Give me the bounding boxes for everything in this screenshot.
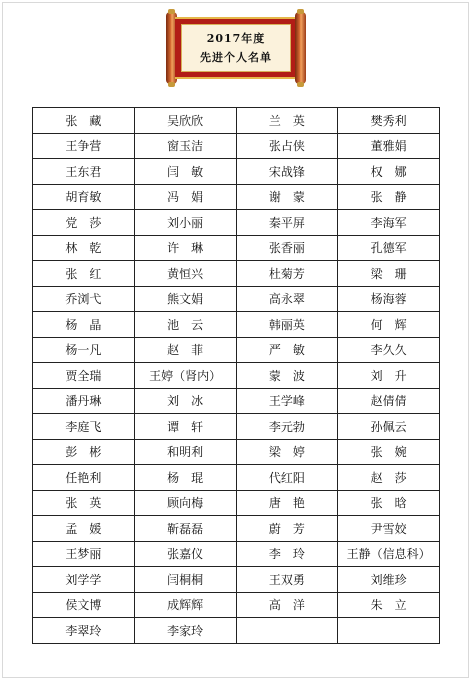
name-cell: 梁 婷	[236, 439, 338, 465]
name-cell: 冯 娟	[134, 184, 236, 210]
name-cell: 张 婉	[338, 439, 440, 465]
name-cell: 韩丽英	[236, 312, 338, 338]
name-cell: 李元勃	[236, 414, 338, 440]
name-cell: 高永翠	[236, 286, 338, 312]
table-row	[33, 286, 440, 312]
table-row	[33, 312, 440, 338]
name-cell: 侯文博	[33, 592, 135, 618]
name-cell: 孔德军	[338, 235, 440, 261]
name-cell: 秦平屏	[236, 210, 338, 236]
name-cell: 王梦丽	[33, 541, 135, 567]
name-cell: 兰 英	[236, 108, 338, 134]
name-cell: 王静（信息科）	[338, 541, 440, 567]
name-cell: 李 玲	[236, 541, 338, 567]
name-cell: 刘维珍	[338, 567, 440, 593]
name-cell: 杨 晶	[33, 312, 135, 338]
name-cell: 蒙 波	[236, 363, 338, 389]
name-cell: 杨海蓉	[338, 286, 440, 312]
name-cell: 贾全瑞	[33, 363, 135, 389]
name-cell: 张嘉仪	[134, 541, 236, 567]
name-cell: 孟 媛	[33, 516, 135, 542]
name-cell: 窗玉洁	[134, 133, 236, 159]
name-cell: 张 静	[338, 184, 440, 210]
table-row	[33, 184, 440, 210]
table-row	[33, 465, 440, 491]
table-row	[33, 235, 440, 261]
name-cell: 刘 升	[338, 363, 440, 389]
name-cell: 梁 珊	[338, 261, 440, 287]
table-row	[33, 592, 440, 618]
name-cell: 刘学学	[33, 567, 135, 593]
name-cell: 谢 蒙	[236, 184, 338, 210]
name-cell: 靳磊磊	[134, 516, 236, 542]
name-cell: 何 辉	[338, 312, 440, 338]
name-cell: 王东君	[33, 159, 135, 185]
name-cell: 吴欣欣	[134, 108, 236, 134]
name-cell: 乔浏弋	[33, 286, 135, 312]
name-cell: 杨 琨	[134, 465, 236, 491]
name-cell: 王双勇	[236, 567, 338, 593]
table-row	[33, 567, 440, 593]
name-cell: 许 琳	[134, 235, 236, 261]
name-cell: 尹雪姣	[338, 516, 440, 542]
name-cell: 和明利	[134, 439, 236, 465]
table-row	[33, 516, 440, 542]
name-cell: 彭 彬	[33, 439, 135, 465]
name-cell: 唐 艳	[236, 490, 338, 516]
title-scroll-banner	[166, 12, 306, 84]
name-cell: 宋战锋	[236, 159, 338, 185]
table-row	[33, 414, 440, 440]
name-cell: 李庭飞	[33, 414, 135, 440]
table-row	[33, 108, 440, 134]
name-cell: 顾向梅	[134, 490, 236, 516]
name-cell: 潘丹琳	[33, 388, 135, 414]
table-row	[33, 210, 440, 236]
banner-subtitle: 先进个人名单	[200, 51, 272, 64]
name-cell: 张 晗	[338, 490, 440, 516]
table-row	[33, 159, 440, 185]
table-row	[33, 490, 440, 516]
name-cell: 赵 菲	[134, 337, 236, 363]
name-cell: 赵 莎	[338, 465, 440, 491]
table-row	[33, 337, 440, 363]
name-cell: 杜菊芳	[236, 261, 338, 287]
name-cell	[236, 618, 338, 644]
table-row	[33, 261, 440, 287]
name-cell: 高 洋	[236, 592, 338, 618]
name-cell: 董雅娟	[338, 133, 440, 159]
name-list-table	[32, 107, 440, 644]
name-cell: 张香丽	[236, 235, 338, 261]
name-cell: 代红阳	[236, 465, 338, 491]
name-cell: 赵倩倩	[338, 388, 440, 414]
name-cell: 李海军	[338, 210, 440, 236]
name-cell: 张 红	[33, 261, 135, 287]
name-cell: 王婷（肾内）	[134, 363, 236, 389]
name-cell: 黄恒兴	[134, 261, 236, 287]
name-cell: 刘 冰	[134, 388, 236, 414]
table-row	[33, 363, 440, 389]
table-row	[33, 541, 440, 567]
name-cell: 成辉辉	[134, 592, 236, 618]
name-cell: 张占侠	[236, 133, 338, 159]
name-cell: 刘小丽	[134, 210, 236, 236]
table-row	[33, 439, 440, 465]
table-row	[33, 388, 440, 414]
banner-title: 2017年度	[206, 32, 266, 45]
name-cell: 樊秀利	[338, 108, 440, 134]
name-cell: 朱 立	[338, 592, 440, 618]
table-row	[33, 133, 440, 159]
name-cell: 闫桐桐	[134, 567, 236, 593]
name-cell: 蔚 芳	[236, 516, 338, 542]
name-cell: 任艳利	[33, 465, 135, 491]
name-cell	[338, 618, 440, 644]
table-row	[33, 618, 440, 644]
name-cell: 孙佩云	[338, 414, 440, 440]
name-cell: 林 乾	[33, 235, 135, 261]
name-cell: 池 云	[134, 312, 236, 338]
name-cell: 张 英	[33, 490, 135, 516]
name-cell: 李翠玲	[33, 618, 135, 644]
scroll-body	[175, 17, 297, 79]
name-cell: 谭 轩	[134, 414, 236, 440]
name-cell: 李家玲	[134, 618, 236, 644]
scroll-inner	[181, 24, 291, 72]
name-cell: 李久久	[338, 337, 440, 363]
name-cell: 权 娜	[338, 159, 440, 185]
name-cell: 张 藏	[33, 108, 135, 134]
scroll-roller-right	[295, 12, 306, 84]
name-cell: 王争营	[33, 133, 135, 159]
name-cell: 闫 敏	[134, 159, 236, 185]
name-cell: 党 莎	[33, 210, 135, 236]
name-cell: 严 敏	[236, 337, 338, 363]
name-cell: 杨一凡	[33, 337, 135, 363]
name-cell: 王学峰	[236, 388, 338, 414]
name-cell: 胡育敏	[33, 184, 135, 210]
name-cell: 熊文娟	[134, 286, 236, 312]
